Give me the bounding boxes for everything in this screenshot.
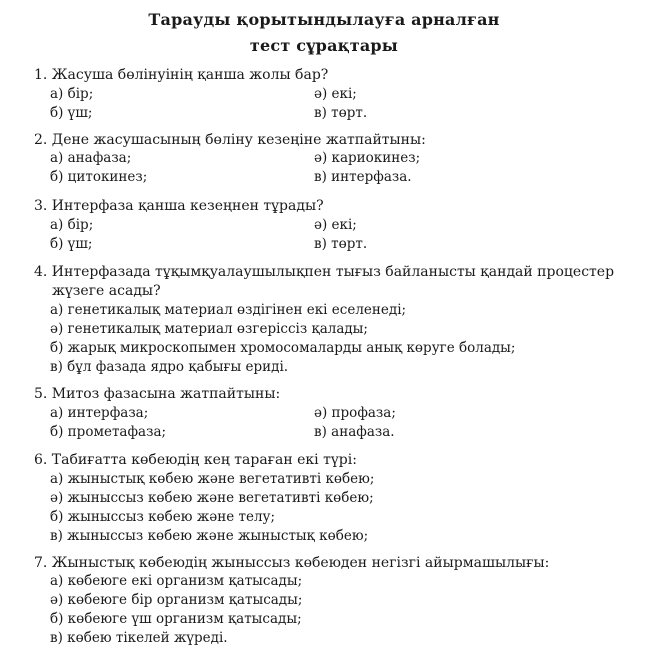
option-a: а) жыныстық көбею және вегетативті көбею;: [50, 471, 375, 487]
question-4: [34, 263, 618, 301]
option-b: б) прометафаза;: [50, 424, 167, 440]
option-ae: ә) генетикалық материал өзгеріссіз қалады;: [50, 321, 368, 337]
option-ae: ә) жыныссыз көбею және вегетативті көбею;: [50, 490, 374, 506]
option-b: б) үш;: [50, 236, 93, 252]
option-ae: ә) профаза;: [314, 405, 396, 421]
question-text: 3. Интерфаза қанша кезеңнен тұрады?: [34, 198, 324, 214]
option-v: в) төрт.: [314, 236, 368, 252]
option-v: в) төрт.: [314, 105, 368, 121]
option-ae: ә) екі;: [314, 86, 357, 102]
option-a: а) интерфаза;: [50, 405, 149, 421]
option-b: б) цитокинез;: [50, 169, 148, 185]
question-text: 7. Жыныстық көбеюдің жыныссыз көбеюден негізгі айырмашылығы:: [34, 555, 550, 571]
option-b: б) жыныссыз көбею және телу;: [50, 509, 276, 525]
option-a: а) анафаза;: [50, 150, 132, 166]
option-a: а) генетикалық материал өздігінен екі еселенеді;: [50, 302, 407, 318]
question-2: [34, 131, 634, 150]
option-a: а) бір;: [50, 217, 94, 233]
option-v: в) интерфаза.: [314, 169, 412, 185]
option-a: а) көбеюге екі организм қатысады;: [50, 573, 303, 589]
option-ae: ә) көбеюге бір организм қатысады;: [50, 592, 303, 608]
question-7: [34, 554, 634, 573]
question-6: [34, 451, 634, 470]
option-ae: ә) екі;: [314, 217, 357, 233]
page-title-line-2: тест сұрақтары: [249, 36, 399, 55]
option-v: в) жыныссыз көбею және жыныстық көбею;: [50, 528, 369, 544]
page-title-line-1: Тарауды қорытындылауға арналған: [148, 10, 500, 29]
question-text: 2. Дене жасушасының бөліну кезеңіне жатпайтыны:: [34, 132, 426, 148]
option-a: а) бір;: [50, 86, 94, 102]
option-v: в) бұл фазада ядро қабығы ериді.: [50, 359, 289, 375]
option-b: б) көбеюге үш организм қатысады;: [50, 611, 302, 627]
question-text: 1. Жасуша бөлінуінің қанша жолы бар?: [34, 67, 329, 83]
question-text: 4. Интерфазада тұқымқуалаушылықпен тығыз байланысты қандай процестер жүзеге асады?: [34, 264, 615, 299]
option-b: б) жарық микроскопымен хромосомаларды анық көруге болады;: [50, 340, 516, 356]
question-5: [34, 385, 634, 404]
option-ae: ә) кариокинез;: [314, 150, 421, 166]
question-text: 6. Табиғатта көбеюдің кең тараған екі түрі:: [34, 452, 357, 468]
question-1: [34, 66, 634, 85]
question-3: [34, 197, 634, 216]
option-v: в) көбею тікелей жүреді.: [50, 630, 228, 646]
question-text: 5. Митоз фазасына жатпайтыны:: [34, 386, 281, 402]
option-b: б) үш;: [50, 105, 93, 121]
option-v: в) анафаза.: [314, 424, 395, 440]
